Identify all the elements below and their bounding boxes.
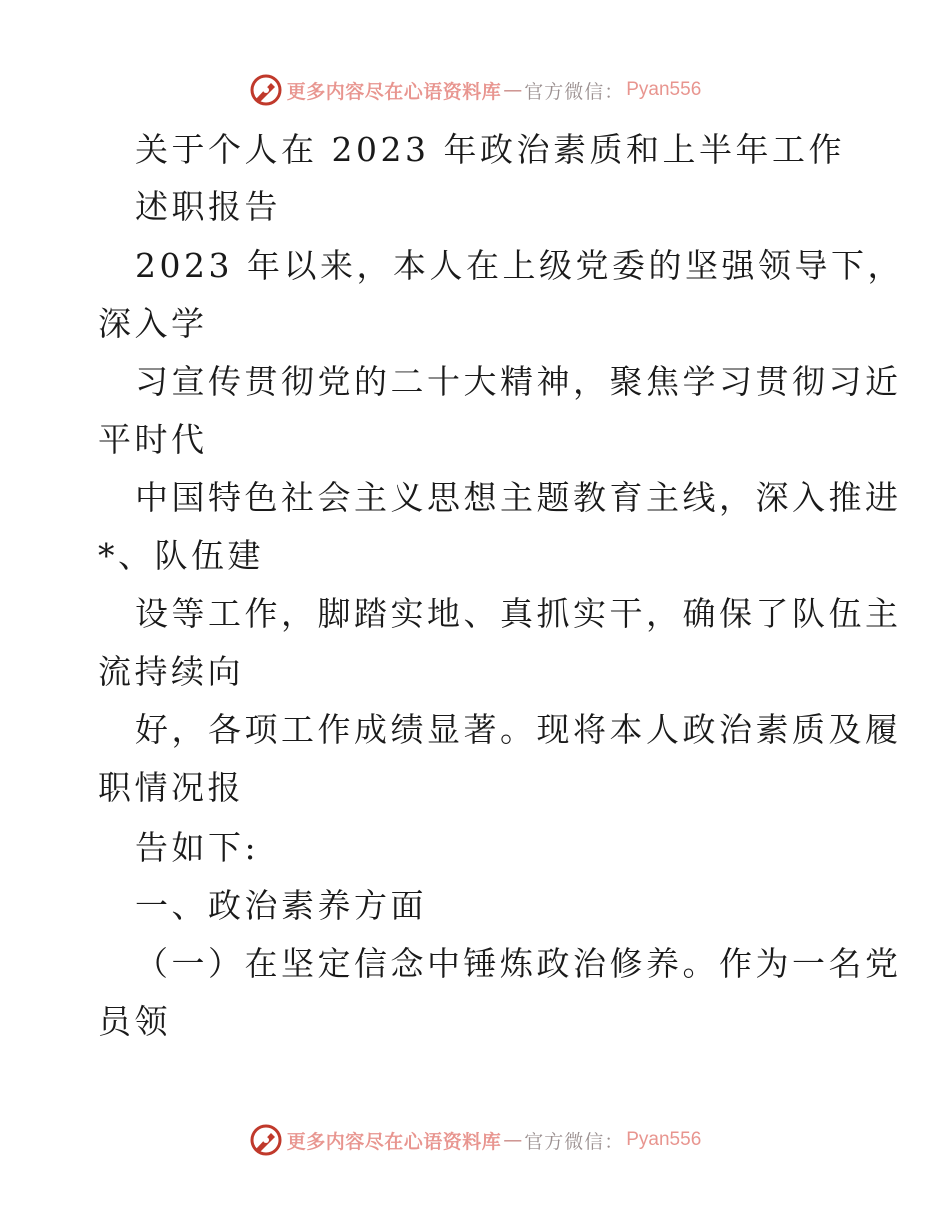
watermark-site-text: 更多内容尽在心语资料库: [286, 1130, 502, 1153]
footer-watermark: [0, 1120, 950, 1160]
header-watermark: [0, 70, 950, 110]
pen-nib-icon: [249, 1123, 283, 1157]
paragraph-line: 职情况报: [98, 768, 244, 807]
paragraph-line: 平时代: [98, 420, 208, 459]
watermark-site-text: 更多内容尽在心语资料库: [286, 80, 502, 103]
watermark-dash: —: [503, 79, 523, 101]
watermark-wechat-id: Pyan556: [626, 79, 702, 100]
watermark-wechat-label: 官方微信：: [524, 1130, 625, 1153]
paragraph-line: 设等工作，脚踏实地、真抓实干，确保了队伍主: [135, 594, 902, 633]
paragraph-line: 流持续向: [98, 652, 244, 691]
watermark-wechat-label: 官方微信：: [524, 80, 625, 103]
subsection-heading: （一）在坚定信念中锤炼政治修养。作为一名党: [135, 944, 902, 983]
paragraph-line: 告如下:: [135, 828, 260, 867]
watermark-wechat-id: Pyan556: [626, 1129, 702, 1150]
watermark-dash: —: [503, 1129, 523, 1151]
paragraph-line: 深入学: [98, 304, 208, 343]
section-heading: 一、政治素养方面: [135, 886, 427, 925]
paragraph-line: 员领: [98, 1002, 171, 1041]
pen-nib-icon: [249, 73, 283, 107]
paragraph-line: 2023 年以来，本人在上级党委的坚强领导下，: [135, 246, 904, 285]
document-title-line-2: 述职报告: [135, 187, 281, 226]
paragraph-line: 好，各项工作成绩显著。现将本人政治素质及履: [135, 710, 902, 749]
paragraph-line: *、队伍建: [98, 536, 264, 575]
paragraph-line: 习宣传贯彻党的二十大精神，聚焦学习贯彻习近: [135, 362, 902, 401]
paragraph-line: 中国特色社会主义思想主题教育主线，深入推进: [135, 478, 902, 517]
document-title-line-1: 关于个人在 2023 年政治素质和上半年工作: [135, 130, 845, 169]
